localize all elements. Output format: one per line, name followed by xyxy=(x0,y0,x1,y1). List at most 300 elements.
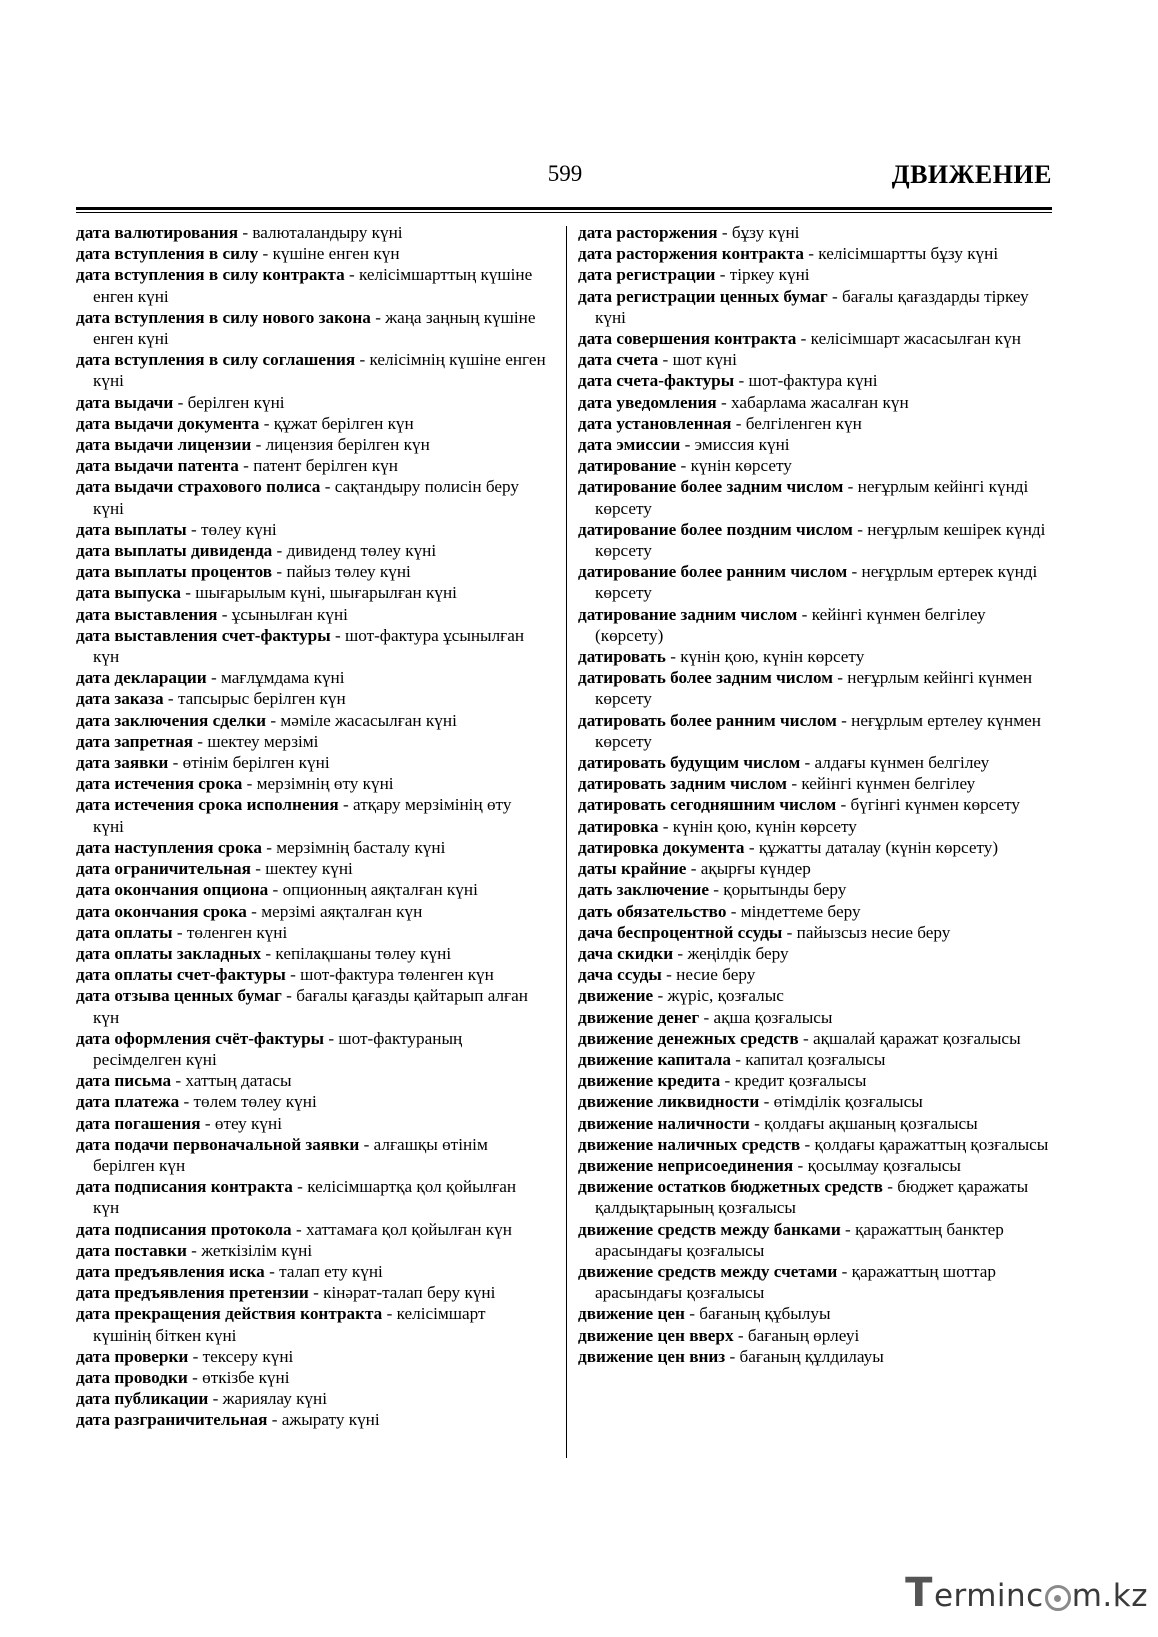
target-o-icon xyxy=(1045,1585,1071,1611)
dictionary-entry xyxy=(578,476,1054,518)
entry-definition: құжатты даталау (күнін көрсету) xyxy=(758,837,999,857)
entry-separator: - xyxy=(324,1028,339,1048)
dictionary-entry xyxy=(76,1240,546,1261)
entry-definition: кредит қозғалысы xyxy=(734,1071,867,1091)
dictionary-entry xyxy=(76,667,546,688)
dictionary-entry xyxy=(578,604,1054,646)
dictionary-entry xyxy=(578,964,1054,985)
entry-term: датирование xyxy=(578,456,677,476)
dictionary-entry xyxy=(76,964,546,985)
entry-term: дата разграничительная xyxy=(76,1410,268,1430)
entry-term: дата эмиссии xyxy=(578,435,681,455)
entry-definition: жеткізілім күні xyxy=(201,1240,313,1260)
entry-term: дата окончания срока xyxy=(76,901,247,921)
entry-term: дата выдачи лицензии xyxy=(76,435,252,455)
entry-definition: тапсырыс берілген күн xyxy=(177,689,346,709)
dictionary-entry xyxy=(578,667,1054,709)
entry-definition: неғұрлым ертерек күнді көрсету xyxy=(595,562,1038,603)
entry-definition: төленген күні xyxy=(186,922,288,942)
entry-separator: - xyxy=(715,265,730,285)
entry-separator: - xyxy=(847,562,862,582)
dictionary-entry xyxy=(578,1070,1054,1091)
entry-definition: қолдағы қаражаттың қозғалысы xyxy=(814,1134,1049,1154)
entry-definition: келісімшарт жасасылған күн xyxy=(810,329,1021,349)
entry-term: движение кредита xyxy=(578,1071,721,1091)
entry-separator: - xyxy=(238,223,253,242)
entry-separator: - xyxy=(186,519,201,539)
entry-separator: - xyxy=(744,837,759,857)
entry-separator: - xyxy=(173,392,188,412)
entry-definition: сақтандыру полисін беру күні xyxy=(93,477,519,518)
entry-definition: шот-фактура ұсынылған күн xyxy=(93,625,525,667)
entry-term: дата выплаты дивиденда xyxy=(76,541,273,561)
dictionary-entry xyxy=(76,1282,546,1303)
entry-definition: валюталандыру күні xyxy=(252,223,403,242)
entry-separator: - xyxy=(208,1389,223,1409)
entry-term: дата подписания протокола xyxy=(76,1219,292,1239)
entry-definition: міндеттеме беру xyxy=(740,901,861,921)
entry-separator: - xyxy=(200,1113,215,1133)
dictionary-entry xyxy=(76,1388,546,1409)
entry-definition: келісімшарттың күшіне енген күні xyxy=(93,265,533,306)
dictionary-entry xyxy=(76,455,546,476)
dictionary-entry xyxy=(76,943,546,964)
entry-term: дача беспроцентной ссуды xyxy=(578,922,783,942)
entry-term: датирование задним числом xyxy=(578,604,798,624)
dictionary-entry xyxy=(76,794,546,836)
entry-term: движение цен вниз xyxy=(578,1346,726,1366)
entry-definition: өтімділік қозғалысы xyxy=(773,1092,923,1112)
entry-separator: - xyxy=(836,710,852,730)
dictionary-entry xyxy=(76,604,546,625)
entry-separator: - xyxy=(717,223,732,242)
entry-definition: қаражаттың банктер арасындағы қозғалысы xyxy=(595,1219,1004,1260)
entry-definition: бағаның құлдилауы xyxy=(739,1346,884,1366)
dictionary-entry xyxy=(578,392,1054,413)
dictionary-entry xyxy=(578,349,1054,370)
entry-separator: - xyxy=(787,774,802,794)
entry-term: дата вступления в силу контракта xyxy=(76,265,345,285)
dictionary-entry xyxy=(76,1176,546,1218)
dictionary-entry xyxy=(578,922,1054,943)
entry-term: движение капитала xyxy=(578,1049,731,1069)
entry-separator: - xyxy=(720,1071,735,1091)
entry-separator: - xyxy=(680,435,695,455)
entry-definition: бағаның құбылуы xyxy=(699,1304,831,1324)
entry-definition: хаттың датасы xyxy=(185,1071,292,1091)
entry-separator: - xyxy=(836,795,851,815)
entry-term: датирование более задним числом xyxy=(578,477,844,497)
entry-separator: - xyxy=(686,859,701,879)
entry-term: дата оплаты счет-фактуры xyxy=(76,965,286,985)
dictionary-entry xyxy=(578,901,1054,922)
entry-separator: - xyxy=(798,1028,813,1048)
entry-definition: шот-фактура күні xyxy=(748,371,878,391)
entry-separator: - xyxy=(749,1113,765,1133)
entry-term: движение цен xyxy=(578,1304,685,1324)
entry-term: датировать будущим числом xyxy=(578,753,801,773)
dictionary-entry xyxy=(76,731,546,752)
dictionary-entry xyxy=(76,243,546,264)
dictionary-entry xyxy=(578,1325,1054,1346)
entry-separator: - xyxy=(658,816,673,836)
entry-term: движение ликвидности xyxy=(578,1092,760,1112)
header-rule-thin xyxy=(76,212,1052,213)
dictionary-entry xyxy=(76,349,546,391)
entry-separator: - xyxy=(308,1283,324,1303)
entry-term: дата выдачи страхового полиса xyxy=(76,477,321,497)
entry-definition: күнін қою, күнін көрсету xyxy=(680,647,865,667)
entry-separator: - xyxy=(793,1155,808,1175)
entry-definition: қаражаттың шоттар арасындағы қозғалысы xyxy=(595,1261,996,1303)
dictionary-entry xyxy=(578,858,1054,879)
dictionary-entry xyxy=(76,879,546,900)
entry-term: дата запретная xyxy=(76,731,193,751)
dictionary-entry xyxy=(76,1219,546,1240)
entry-separator: - xyxy=(699,1007,714,1027)
entry-term: дата подачи первоначальной заявки xyxy=(76,1134,360,1154)
entry-definition: лицензия берілген күн xyxy=(265,435,430,455)
entry-term: дата уведомления xyxy=(578,392,717,412)
entry-term: дата выплаты процентов xyxy=(76,562,273,582)
entry-definition: ақша қозғалысы xyxy=(713,1007,833,1027)
entry-term: дата выпуска xyxy=(76,583,181,603)
entry-term: датировать xyxy=(578,647,666,667)
dictionary-entry xyxy=(578,1028,1054,1049)
dictionary-entry xyxy=(578,1176,1054,1218)
dictionary-entry xyxy=(76,1346,546,1367)
entry-definition: белгіленген күн xyxy=(745,413,862,433)
entry-definition: неғұрлым ертелеу күнмен көрсету xyxy=(595,710,1041,751)
entry-definition: талап ету күні xyxy=(279,1261,383,1281)
entry-separator: - xyxy=(658,350,673,370)
entry-term: дата окончания опциона xyxy=(76,880,269,900)
entry-separator: - xyxy=(800,1134,815,1154)
entry-term: дата наступления срока xyxy=(76,837,262,857)
entry-definition: хабарлама жасалған күн xyxy=(731,392,909,412)
entry-separator: - xyxy=(258,244,273,264)
entry-separator: - xyxy=(731,413,746,433)
dictionary-entry xyxy=(578,837,1054,858)
dictionary-entry xyxy=(76,540,546,561)
entry-separator: - xyxy=(250,859,266,879)
entry-separator: - xyxy=(172,922,187,942)
entry-term: дата заказа xyxy=(76,689,164,709)
entry-term: дата отзыва ценных бумаг xyxy=(76,986,282,1006)
entry-definition: эмиссия күні xyxy=(694,435,790,455)
entry-definition: капитал қозғалысы xyxy=(745,1049,886,1069)
entry-term: дата предъявления претензии xyxy=(76,1283,309,1303)
entry-term: дата вступления в силу соглашения xyxy=(76,350,356,370)
entry-separator: - xyxy=(382,1304,397,1324)
entry-term: движение наличных средств xyxy=(578,1134,801,1154)
entry-separator: - xyxy=(338,795,354,815)
entry-term: движение цен вверх xyxy=(578,1325,734,1345)
entry-definition: шот-фактураның ресімделген күні xyxy=(93,1028,463,1069)
entry-separator: - xyxy=(266,710,281,730)
entry-separator: - xyxy=(344,265,359,285)
entry-term: дата выдачи патента xyxy=(76,456,239,476)
dictionary-entry xyxy=(578,243,1054,264)
entry-definition: пайыз төлеу күні xyxy=(286,562,411,582)
entry-definition: алғашқы өтінім берілген күн xyxy=(93,1134,488,1175)
dictionary-entry xyxy=(76,688,546,709)
entry-term: дать заключение xyxy=(578,880,709,900)
entry-term: дата заключения сделки xyxy=(76,710,267,730)
entry-definition: шектеу күні xyxy=(265,859,353,879)
dictionary-entry xyxy=(76,222,546,243)
entry-term: датировка xyxy=(578,816,659,836)
entry-definition: несие беру xyxy=(676,965,756,985)
dictionary-entry xyxy=(578,1155,1054,1176)
entry-definition: кепілақшаны төлеу күні xyxy=(275,943,452,963)
entry-term: дата истечения срока xyxy=(76,774,243,794)
entry-definition: ақырғы күндер xyxy=(700,859,811,879)
dictionary-entry xyxy=(578,794,1054,815)
entry-separator: - xyxy=(285,965,301,985)
watermark-text-part2: m.kz xyxy=(1071,1578,1148,1614)
entry-definition: күнін көрсету xyxy=(690,456,792,476)
dictionary-entry xyxy=(76,476,546,518)
dictionary-entry xyxy=(76,752,546,773)
entry-term: датирование более ранним числом xyxy=(578,562,848,582)
dictionary-entry xyxy=(578,773,1054,794)
entry-definition: шығарылым күні, шығарылған күні xyxy=(195,583,457,603)
entry-separator: - xyxy=(661,965,677,985)
dictionary-entry xyxy=(578,1049,1054,1070)
entry-term: датировать более задним числом xyxy=(578,668,833,688)
dictionary-entry xyxy=(578,943,1054,964)
entry-term: дата расторжения xyxy=(578,223,718,242)
entry-definition: алдағы күнмен белгілеу xyxy=(814,753,990,773)
entry-term: дата декларации xyxy=(76,668,207,688)
entry-term: дата регистрации ценных бумаг xyxy=(578,286,828,306)
dictionary-entry xyxy=(76,1261,546,1282)
entry-term: датировать задним числом xyxy=(578,774,788,794)
dictionary-entry xyxy=(76,1367,546,1388)
entry-separator: - xyxy=(217,604,232,624)
entry-term: дата предъявления иска xyxy=(76,1261,265,1281)
entry-term: дата проверки xyxy=(76,1346,189,1366)
entry-term: дата подписания контракта xyxy=(76,1177,293,1197)
entry-separator: - xyxy=(684,1304,700,1324)
entry-separator: - xyxy=(840,1219,856,1239)
dictionary-entry xyxy=(76,1134,546,1176)
entry-definition: неғұрлым кешірек күнді көрсету xyxy=(595,519,1046,561)
dictionary-entry xyxy=(76,1070,546,1091)
entry-term: дата заявки xyxy=(76,753,169,773)
entry-separator: - xyxy=(734,371,749,391)
entry-term: дата проводки xyxy=(76,1367,188,1387)
dictionary-entry xyxy=(76,858,546,879)
entry-definition: төлем төлеу күні xyxy=(193,1092,317,1112)
dictionary-entry xyxy=(76,1303,546,1345)
dictionary-entry xyxy=(578,1219,1054,1261)
entry-term: дата установленная xyxy=(578,413,732,433)
dictionary-entry xyxy=(76,561,546,582)
entry-separator: - xyxy=(246,901,262,921)
entry-separator: - xyxy=(171,1071,186,1091)
dictionary-entry xyxy=(578,370,1054,391)
entry-definition: өткізбе күні xyxy=(202,1367,290,1387)
entry-separator: - xyxy=(803,244,819,264)
entry-definition: шот күні xyxy=(672,350,737,370)
entry-term: движение денег xyxy=(578,1007,700,1027)
entry-separator: - xyxy=(281,986,297,1006)
entry-term: дата прекращения действия контракта xyxy=(76,1304,383,1324)
entry-separator: - xyxy=(733,1325,748,1345)
entry-term: дата выдачи документа xyxy=(76,413,260,433)
entry-term: дата регистрации xyxy=(578,265,716,285)
dictionary-entry xyxy=(578,646,1054,667)
entry-term: движение xyxy=(578,986,654,1006)
entry-term: датировать сегодняшним числом xyxy=(578,795,837,815)
dictionary-entry xyxy=(578,879,1054,900)
dictionary-entry xyxy=(76,710,546,731)
entry-definition: шектеу мерзімі xyxy=(207,731,319,751)
entry-term: движение наличности xyxy=(578,1113,750,1133)
dictionary-entry xyxy=(578,1134,1054,1155)
entry-term: дата оплаты xyxy=(76,922,173,942)
entry-separator: - xyxy=(730,1049,746,1069)
dictionary-entry xyxy=(578,1113,1054,1134)
entry-term: дата вступления в силу нового закона xyxy=(76,307,371,327)
dictionary-entry xyxy=(578,561,1054,603)
entry-term: дата валютирования xyxy=(76,223,239,242)
entry-definition: мәміле жасасылған күні xyxy=(280,710,457,730)
entry-separator: - xyxy=(267,1410,282,1430)
entry-term: дата выставления xyxy=(76,604,218,624)
dictionary-entry xyxy=(76,519,546,540)
entry-term: дата совершения контракта xyxy=(578,329,797,349)
entry-definition: мерзімнің басталу күні xyxy=(276,837,446,857)
entry-definition: мағлұмдама күні xyxy=(221,668,345,688)
dictionary-entry xyxy=(578,1346,1054,1367)
entry-separator: - xyxy=(832,668,848,688)
entry-term: дата истечения срока исполнения xyxy=(76,795,339,815)
entry-separator: - xyxy=(268,880,283,900)
dictionary-entry xyxy=(76,1409,546,1430)
entry-term: движение неприсоединения xyxy=(578,1155,794,1175)
entry-term: дата расторжения контракта xyxy=(578,244,804,264)
dictionary-entry xyxy=(76,1028,546,1070)
entry-term: дата выставления счет-фактуры xyxy=(76,625,331,645)
dictionary-entry xyxy=(76,392,546,413)
entry-separator: - xyxy=(163,689,178,709)
entry-definition: шот-фактура төленген күн xyxy=(300,965,494,985)
entry-term: дата выплаты xyxy=(76,519,187,539)
entry-definition: бағаның өрлеуі xyxy=(747,1325,860,1345)
entry-separator: - xyxy=(852,519,868,539)
dictionary-entry xyxy=(76,434,546,455)
entry-definition: қосылмау қозғалысы xyxy=(807,1155,961,1175)
entry-definition: жеңілдік беру xyxy=(687,943,789,963)
entry-definition: қорытынды беру xyxy=(723,880,847,900)
dictionary-entry xyxy=(76,264,546,306)
entry-separator: - xyxy=(359,1134,374,1154)
entry-separator: - xyxy=(261,943,276,963)
left-column xyxy=(76,222,546,1431)
entry-definition: төлеу күні xyxy=(200,519,277,539)
dictionary-entry xyxy=(578,1261,1054,1303)
entry-definition: кінәрат-талап беру күні xyxy=(323,1283,496,1303)
entry-term: дата поставки xyxy=(76,1240,187,1260)
entry-term: дата вступления в силу xyxy=(76,244,259,264)
entry-separator: - xyxy=(708,880,724,900)
entry-definition: опционның аяқталған күні xyxy=(282,880,478,900)
entry-separator: - xyxy=(188,1346,203,1366)
entry-term: движение остатков бюджетных средств xyxy=(578,1177,883,1197)
watermark-t: T xyxy=(905,1570,933,1616)
entry-definition: берілген күні xyxy=(187,392,285,412)
entry-separator: - xyxy=(676,456,691,476)
entry-separator: - xyxy=(264,1261,280,1281)
entry-separator: - xyxy=(238,456,254,476)
entry-separator: - xyxy=(292,1177,308,1197)
entry-definition: хаттамаға қол қойылған күн xyxy=(305,1219,512,1239)
entry-definition: дивиденд төлеу күні xyxy=(286,541,437,561)
dictionary-entry xyxy=(76,837,546,858)
entry-term: дата платежа xyxy=(76,1092,180,1112)
entry-term: дата погашения xyxy=(76,1113,201,1133)
entry-separator: - xyxy=(168,753,183,773)
entry-term: дата оформления счёт-фактуры xyxy=(76,1028,325,1048)
entry-separator: - xyxy=(179,1092,194,1112)
entry-term: дата ограничительная xyxy=(76,859,251,879)
dictionary-entry xyxy=(578,1007,1054,1028)
entry-definition: тіркеу күні xyxy=(729,265,810,285)
entry-separator: - xyxy=(330,625,345,645)
entry-term: датировать более ранним числом xyxy=(578,710,837,730)
entry-definition: мерзімнің өту күні xyxy=(256,774,394,794)
entry-separator: - xyxy=(272,562,287,582)
dictionary-entry xyxy=(76,582,546,603)
right-column xyxy=(578,222,1054,1367)
entry-definition: жариялау күні xyxy=(222,1389,327,1409)
entry-definition: ақшалай қаражат қозғалысы xyxy=(812,1028,1021,1048)
dictionary-entry xyxy=(578,985,1054,1006)
entry-separator: - xyxy=(320,477,335,497)
dictionary-entry xyxy=(578,1303,1054,1324)
entry-definition: келісімшартты бұзу күні xyxy=(818,244,999,264)
dictionary-entry xyxy=(76,1091,546,1112)
entry-definition: өтеу күні xyxy=(214,1113,282,1133)
entry-separator: - xyxy=(797,604,812,624)
entry-definition: мерзімі аяқталған күн xyxy=(261,901,423,921)
entry-term: дача скидки xyxy=(578,943,674,963)
dictionary-entry xyxy=(76,307,546,349)
entry-separator: - xyxy=(193,731,208,751)
page-number: 599 xyxy=(547,161,583,186)
entry-definition: бүгінгі күнмен көрсету xyxy=(850,795,1021,815)
dictionary-entry xyxy=(578,222,1054,243)
entry-separator: - xyxy=(725,1346,740,1366)
entry-separator: - xyxy=(206,668,222,688)
entry-separator: - xyxy=(261,837,277,857)
dictionary-entry xyxy=(578,816,1054,837)
running-head: ДВИЖЕНИЕ xyxy=(891,160,1052,189)
dictionary-entry xyxy=(578,519,1054,561)
entry-definition: тексеру күні xyxy=(202,1346,294,1366)
entry-separator: - xyxy=(259,413,274,433)
column-divider xyxy=(566,226,567,1458)
header-rule-thick xyxy=(76,207,1052,210)
entry-definition: қолдағы ақшаның қозғалысы xyxy=(764,1113,978,1133)
entry-term: датировка документа xyxy=(578,837,745,857)
dictionary-entry xyxy=(76,985,546,1027)
entry-definition: патент берілген күн xyxy=(253,456,398,476)
dictionary-entry xyxy=(76,922,546,943)
